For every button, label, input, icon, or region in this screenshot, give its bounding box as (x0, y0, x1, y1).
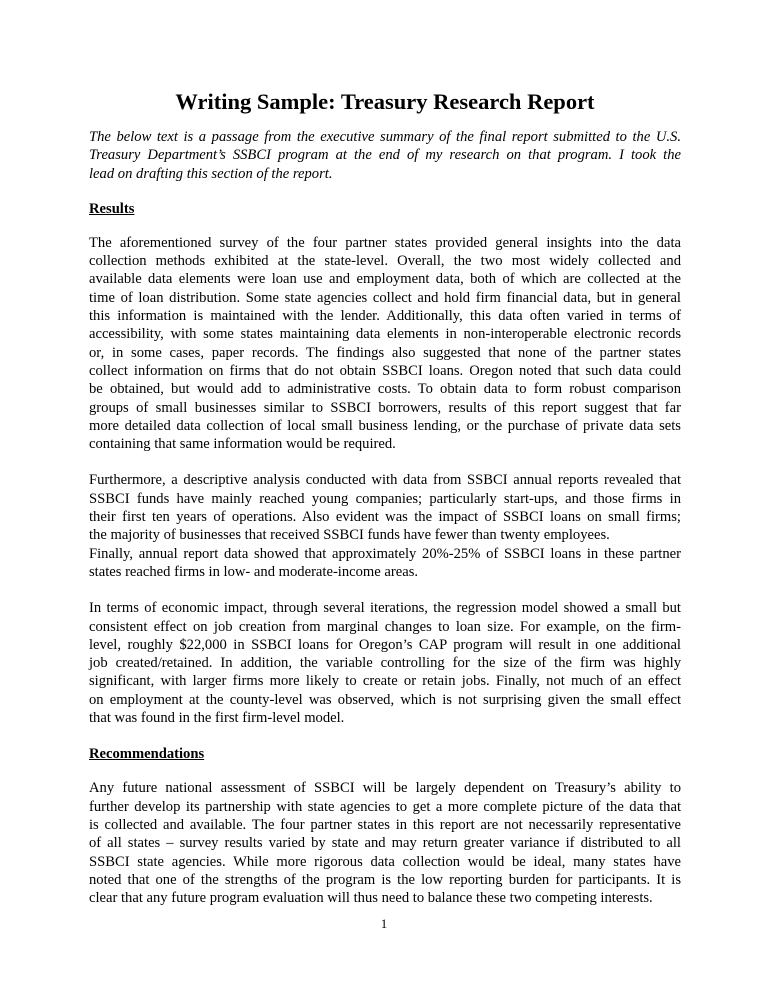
results-heading: Results (89, 200, 135, 217)
text-line: noted that one of the strengths of the program is the low reporting burden for participants. It is (89, 871, 681, 888)
recommendations-heading: Recommendations (89, 746, 205, 763)
text-line: level, roughly $22,000 in SSBCI loans for Oregon’s CAP program will result in one additional (89, 636, 681, 653)
text-line: significant, with larger firms more likely to create or retain jobs. Finally, not much of an effect (89, 673, 681, 690)
text-line: more detailed data collection of local small business lending, or the purchase of private data sets (89, 417, 681, 434)
text-line: available data elements were loan use and employment data, both of which are collected at the (89, 271, 681, 288)
page-number: 1 (380, 917, 388, 931)
text-line: this information is maintained with the lender. Additionally, this data often varied in terms of (89, 308, 681, 325)
text-line: SSBCI state agencies. While more rigorous data collection would be ideal, many states have (89, 853, 681, 870)
text-line: their first ten years of operations. Also evident was the impact of SSBCI loans on small firms; (89, 509, 681, 526)
text-line: be obtained, but would add to administrative costs. To obtain data to form robust comparison (89, 381, 681, 398)
results-paragraph-3 (89, 599, 681, 727)
results-paragraph-2 (89, 471, 681, 581)
text-line: Furthermore, a descriptive analysis conducted with data from SSBCI annual reports revealed that (89, 472, 681, 489)
text-line: that was found in the first firm-level model. (89, 710, 345, 727)
text-line: collection methods exhibited at the state-level. Overall, the two most widely collected and (89, 253, 681, 270)
text-line: states reached firms in low- and moderate-income areas. (89, 563, 419, 580)
intro-line: lead on drafting this section of the report. (89, 165, 333, 182)
text-line: clear that any future program evaluation will thus need to balance these two competing interests. (89, 890, 653, 907)
text-line: Any future national assessment of SSBCI will be largely dependent on Treasury’s ability to (89, 780, 681, 797)
text-line: groups of small businesses similar to SSBCI borrowers, results of this report suggest that far (89, 399, 681, 416)
text-line: consistent effect on job creation from marginal changes to loan size. For example, on the firm- (89, 618, 681, 635)
document-page (89, 88, 681, 907)
results-paragraph-1 (89, 234, 681, 454)
text-line: Finally, annual report data showed that approximately 20%-25% of SSBCI loans in these partner (89, 545, 681, 562)
text-line: SSBCI funds have mainly reached young companies; particularly start-ups, and those firms in (89, 490, 681, 507)
text-line: In terms of economic impact, through several iterations, the regression model showed a small but (89, 600, 681, 617)
text-line: containing that same information would be required. (89, 436, 396, 453)
intro-note (89, 128, 681, 183)
intro-line: Treasury Department’s SSBCI program at the end of my research on that program. I took the (89, 147, 681, 164)
text-line: time of loan distribution. Some state agencies collect and hold firm financial data, but in general (89, 289, 681, 306)
text-line: The aforementioned survey of the four partner states provided general insights into the data (89, 234, 681, 251)
text-line: job created/retained. In addition, the variable controlling for the size of the firm was highly (89, 655, 681, 672)
text-line: the majority of businesses that received SSBCI funds have fewer than twenty employees. (89, 527, 610, 544)
text-line: of all states – survey results varied by state and may return greater variance if distributed to all (89, 835, 681, 852)
recommendations-paragraph-1 (89, 779, 681, 907)
text-line: is collected and available. The four partner states in this report are not necessarily representative (89, 816, 681, 833)
text-line: accessibility, with some states maintaining data elements in non-interoperable electronic records (89, 326, 681, 343)
text-line: further develop its partnership with state agencies to get a more complete picture of the data that (89, 798, 681, 815)
text-line: collect information on firms that do not obtain SSBCI loans. Oregon noted that such data could (89, 362, 681, 379)
intro-line: The below text is a passage from the executive summary of the final report submitted to the U.S. (89, 129, 681, 145)
document-title: Writing Sample: Treasury Research Report (175, 89, 595, 114)
text-line: on employment at the county-level was observed, which is not surprising given the small effect (89, 691, 681, 708)
text-line: or, in some cases, paper records. The findings also suggested that none of the partner states (89, 344, 681, 361)
